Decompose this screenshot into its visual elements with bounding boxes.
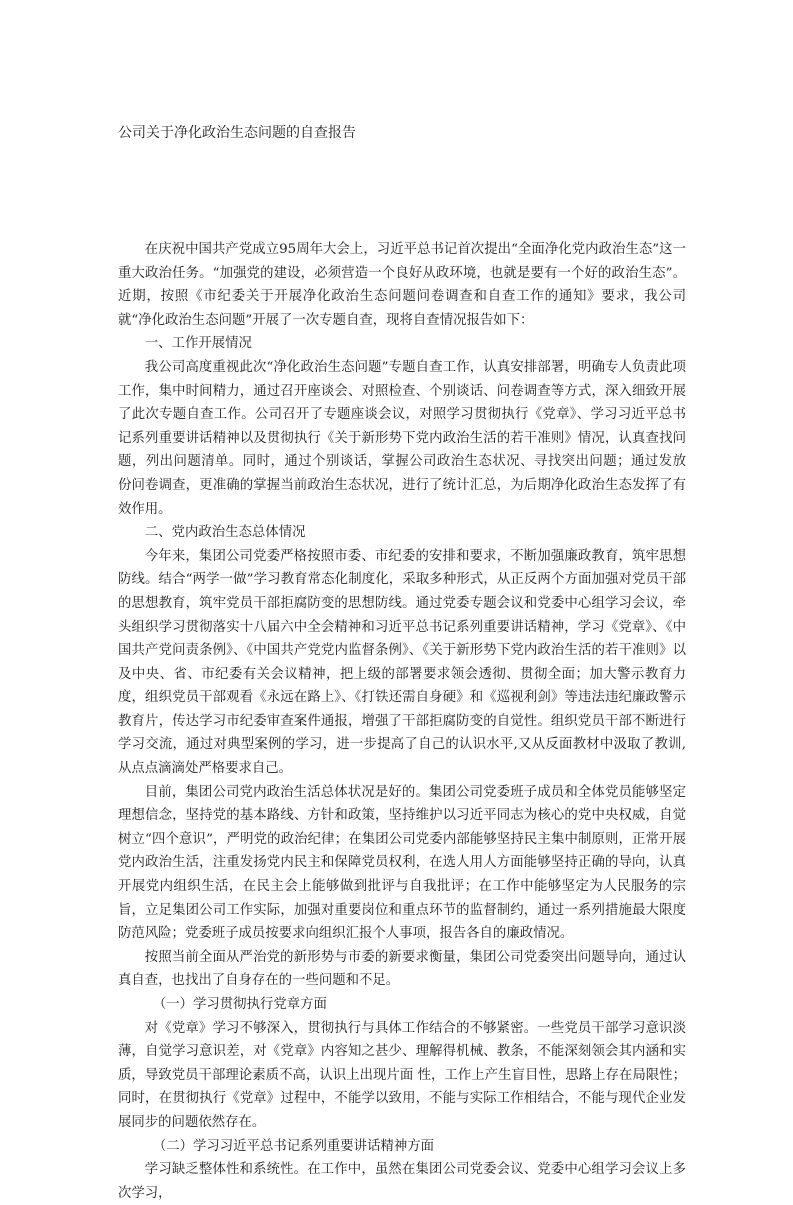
speeches-paragraph: 学习缺乏整体性和系统性。在工作中，虽然在集团公司党委会议、党委中心组学习会议上多次学习， <box>118 1162 686 1201</box>
section-heading-work-progress: 一、工作开展情况 <box>144 336 252 352</box>
subsection-heading-speeches: （二）学习习近平总书记系列重要讲话精神方面 <box>152 1138 435 1154</box>
intro-paragraph: 在庆祝中国共产党成立95周年大会上，习近平总书记首次提出“全面净化党内政治生态”这一重大政治任务。“加强党的建设，必须营造一个良好从政环境，也就是要有一个好的政治生态”。近期，按照《市纪委关于开展净化政治生态问题问卷调查和自查工作的通知》要求，我公司就“净化政治生态问题”开展了一次专题自查，现将自查情况报告如下： <box>118 242 686 328</box>
work-progress-paragraph: 我公司高度重视此次“净化政治生态问题”专题自查工作，认真安排部署，明确专人负责此项工作，集中时间精力，通过召开座谈会、对照检查、个别谈话、问卷调查等方式，深入细致开展了此次专题自查工作。公司召开了专题座谈会议，对照学习贯彻执行《党章》、学习习近平总书记系列重要讲话精神以及贯彻执行《关于新形势下党内政治生活的若干准则》情况，认真查找问题，列出问题清单。同时，通过个别谈话，掌握公司政治生态状况、寻找突出问题；通过发放 份问卷调查，更准确的掌握当前政治生态状况，进行了统计汇总，为后期净化政治生态发挥了有效作用。 <box>118 359 713 517</box>
problems-intro-paragraph: 按照当前全面从严治党的新形势与市委的新要求衡量，集团公司党委突出问题导向，通过认真自查，也找出了自身存在的一些问题和不足。 <box>118 949 686 989</box>
section-heading-political-ecology: 二、党内政治生态总体情况 <box>144 525 306 541</box>
document-title: 公司关于净化政治生态问题的自查报告 <box>118 125 356 141</box>
overall-status-paragraph: 目前，集团公司党内政治生活总体状况是好的。集团公司党委班子成员和全体党员能够坚定理想信念，坚持党的基本路线、方针和政策，坚持维护以习近平同志为核心的党中央权威，自觉树立“四个意识”，严明党的政治纪律；在集团公司党委内部能够坚持民主集中制原则，正常开展党内政治生活，注重发扬党内民主和保障党员权利，在选人用人方面能够坚持正确的导向，认真开展党内组织生活，在民主会上能够做到批评与自我批评；在工作中能够坚定为人民服务的宗旨，立足集团公司工作实际，加强对重要岗位和重点环节的监督制约，通过一系列措施最大限度防范风险；党委班子成员按要求向组织汇报个人事项，报告各自的廉政情况。 <box>118 784 686 942</box>
subsection-heading-party-constitution: （一）学习贯彻执行党章方面 <box>152 997 327 1012</box>
political-ecology-paragraph: 今年来，集团公司党委严格按照市委、市纪委的安排和要求，不断加强廉政教育，筑牢思想防线。结合“两学一做”学习教育常态化制度化，采取多种形式，从正反两个方面加强对党员干部的思想教育，筑牢党员干部拒腐防变的思想防线。通过党委专题会议和党委中心组学习会议，牵头组织学习贯彻落实十八届六中全会精神和习近平总书记系列重要讲话精神，学习《党章》、《中国共产党问责条例》、《中国共产党党内监督条例》、《关于新形势下党内政治生活的若干准则》以及中央、省、市纪委有关会议精神，把上级的部署要求领会透彻、贯彻全面；加大警示教育力度，组织党员干部观看《永远在路上》、《打铁还需自身硬》和《巡视利剑》等违法违纪廉政警示教育片，传达学习市纪委审查案件通报，增强了干部拒腐防变的自觉性。组织党员干部不断进行学习交流，通过对典型案例的学习，进一步提高了自己的认识水平,又从反面教材中汲取了教训,从点点滴滴处严格要求自己。 <box>118 548 686 777</box>
document-body <box>118 238 713 1205</box>
party-constitution-paragraph: 对《党章》学习不够深入，贯彻执行与具体工作结合的不够紧密。一些党员干部学习意识淡薄，自觉学习意识差，对《党章》内容知之甚少、理解得机械、教条，不能深刻领会其内涵和实质，导致党员干部理论素质不高，认识上出现片面 性，工作上产生盲目性，思路上存在局限性；同时，在贯彻执行《党章》过程中，不能学以致用，不能与实际工作相结合，不能与现代企业发展同步的问题依然存在。 <box>118 1020 686 1130</box>
